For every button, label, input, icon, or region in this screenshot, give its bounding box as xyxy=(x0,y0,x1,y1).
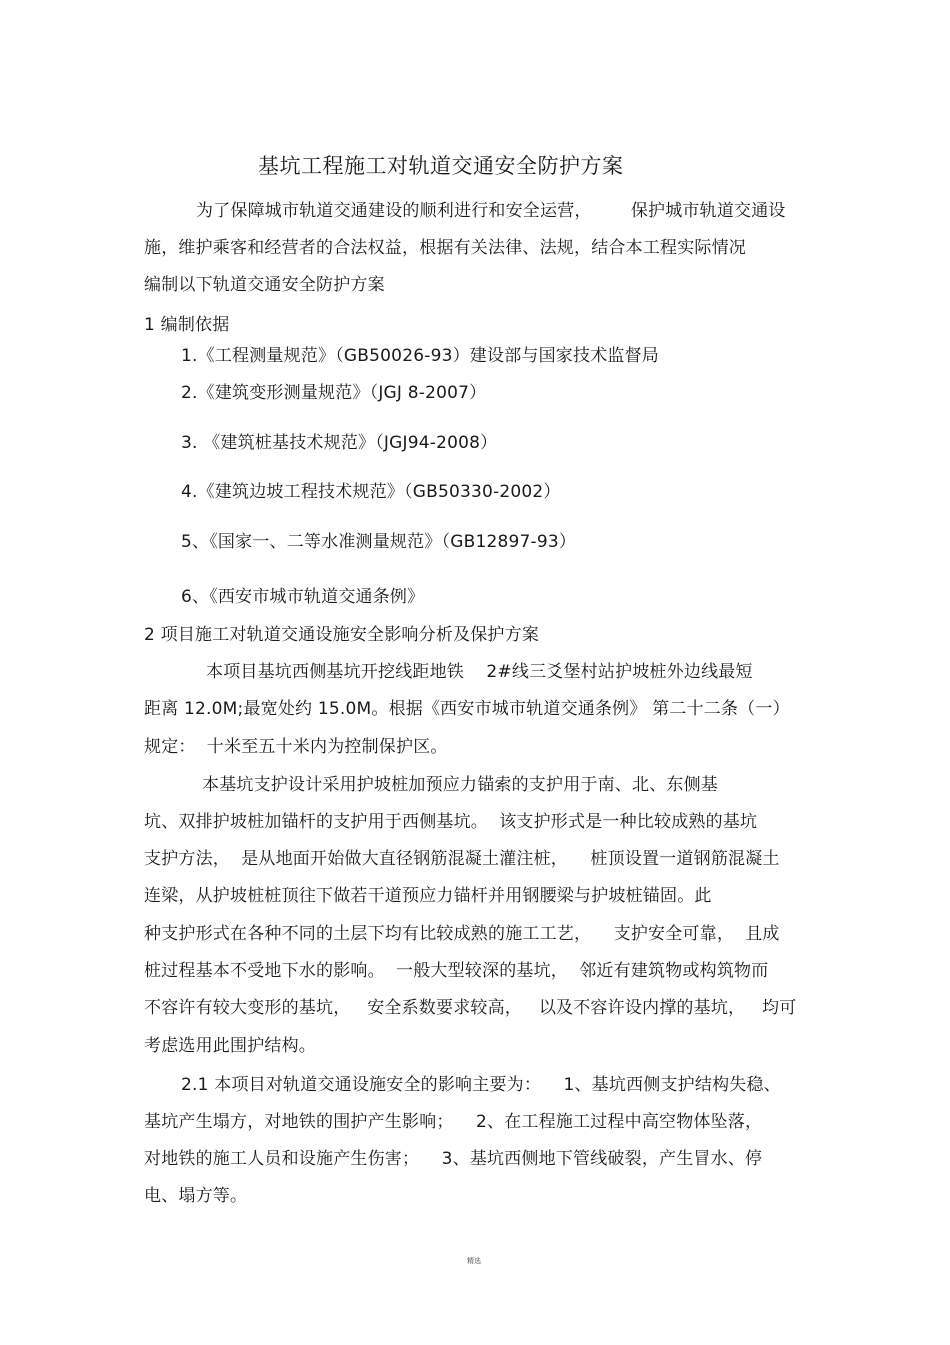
list-item: 4.《建筑边坡工程技术规范》（GB50330-2002） xyxy=(181,482,561,502)
paragraph-line: 支护方法， 是从地面开始做大直径钢筋混凝土灌注桩， 桩顶设置一道钢筋混凝土 xyxy=(144,849,780,869)
paragraph-line: 规定： 十米至五十米内为控制保护区。 xyxy=(144,737,448,757)
page-footer: 精选 xyxy=(467,1257,481,1265)
paragraph-line: 本基坑支护设计采用护坡桩加预应力锚索的支护用于南、北、东侧基 xyxy=(202,775,718,795)
paragraph-line: 基坑产生塌方，对地铁的围护产生影响； 2、在工程施工过程中高空物体坠落， xyxy=(144,1112,763,1132)
paragraph-line: 为了保障城市轨道交通建设的顺利进行和安全运营， 保护城市轨道交通设 xyxy=(196,201,786,221)
paragraph-line: 本项目基坑西侧基坑开挖线距地铁 2#线三爻堡村站护坡桩外边线最短 xyxy=(206,662,753,682)
paragraph-line: 连梁，从护坡桩桩顶往下做若干道预应力锚杆并用钢腰梁与护坡桩锚固。此 xyxy=(144,886,712,906)
paragraph-line: 不容许有较大变形的基坑， 安全系数要求较高， 以及不容许设内撑的基坑， 均可 xyxy=(144,998,797,1018)
paragraph-line: 施，维护乘客和经营者的合法权益，根据有关法律、法规，结合本工程实际情况 xyxy=(144,238,746,258)
list-item: 1.《工程测量规范》（GB50026-93）建设部与国家技术监督局 xyxy=(181,346,660,366)
list-item: 5、《国家一、二等水准测量规范》（GB12897-93） xyxy=(181,532,577,552)
paragraph-line: 电、塌方等。 xyxy=(144,1186,248,1206)
paragraph-line: 种支护形式在各种不同的土层下均有比较成熟的施工工艺， 支护安全可靠， 且成 xyxy=(144,924,780,944)
list-item: 2.《建筑变形测量规范》（JGJ 8-2007） xyxy=(181,383,487,403)
paragraph-line: 对地铁的施工人员和设施产生伤害； 3、基坑西侧地下管线破裂，产生冒水、停 xyxy=(144,1149,763,1169)
paragraph-line: 桩过程基本不受地下水的影响。 一般大型较深的基坑， 邻近有建筑物或构筑物而 xyxy=(144,961,769,981)
section-heading: 1 编制依据 xyxy=(144,315,230,335)
list-item: 6、《西安市城市轨道交通条例》 xyxy=(181,587,425,607)
paragraph-line: 考虑选用此围护结构。 xyxy=(144,1036,316,1056)
paragraph-line: 坑、双排护坡桩加锚杆的支护用于西侧基坑。 该支护形式是一种比较成熟的基坑 xyxy=(144,812,758,832)
paragraph-line: 距离 12.0M;最宽处约 15.0M。根据《西安市城市轨道交通条例》 第二十二条（一） xyxy=(144,699,790,719)
paragraph-line: 2.1 本项目对轨道交通设施安全的影响主要为： 1、基坑西侧支护结构失稳、 xyxy=(181,1075,781,1095)
paragraph-line: 编制以下轨道交通安全防护方案 xyxy=(144,275,385,295)
document-title: 基坑工程施工对轨道交通安全防护方案 xyxy=(258,154,624,178)
list-item: 3. 《建筑桩基技术规范》（JGJ94-2008） xyxy=(181,433,498,453)
section-heading: 2 项目施工对轨道交通设施安全影响分析及保护方案 xyxy=(144,625,540,645)
